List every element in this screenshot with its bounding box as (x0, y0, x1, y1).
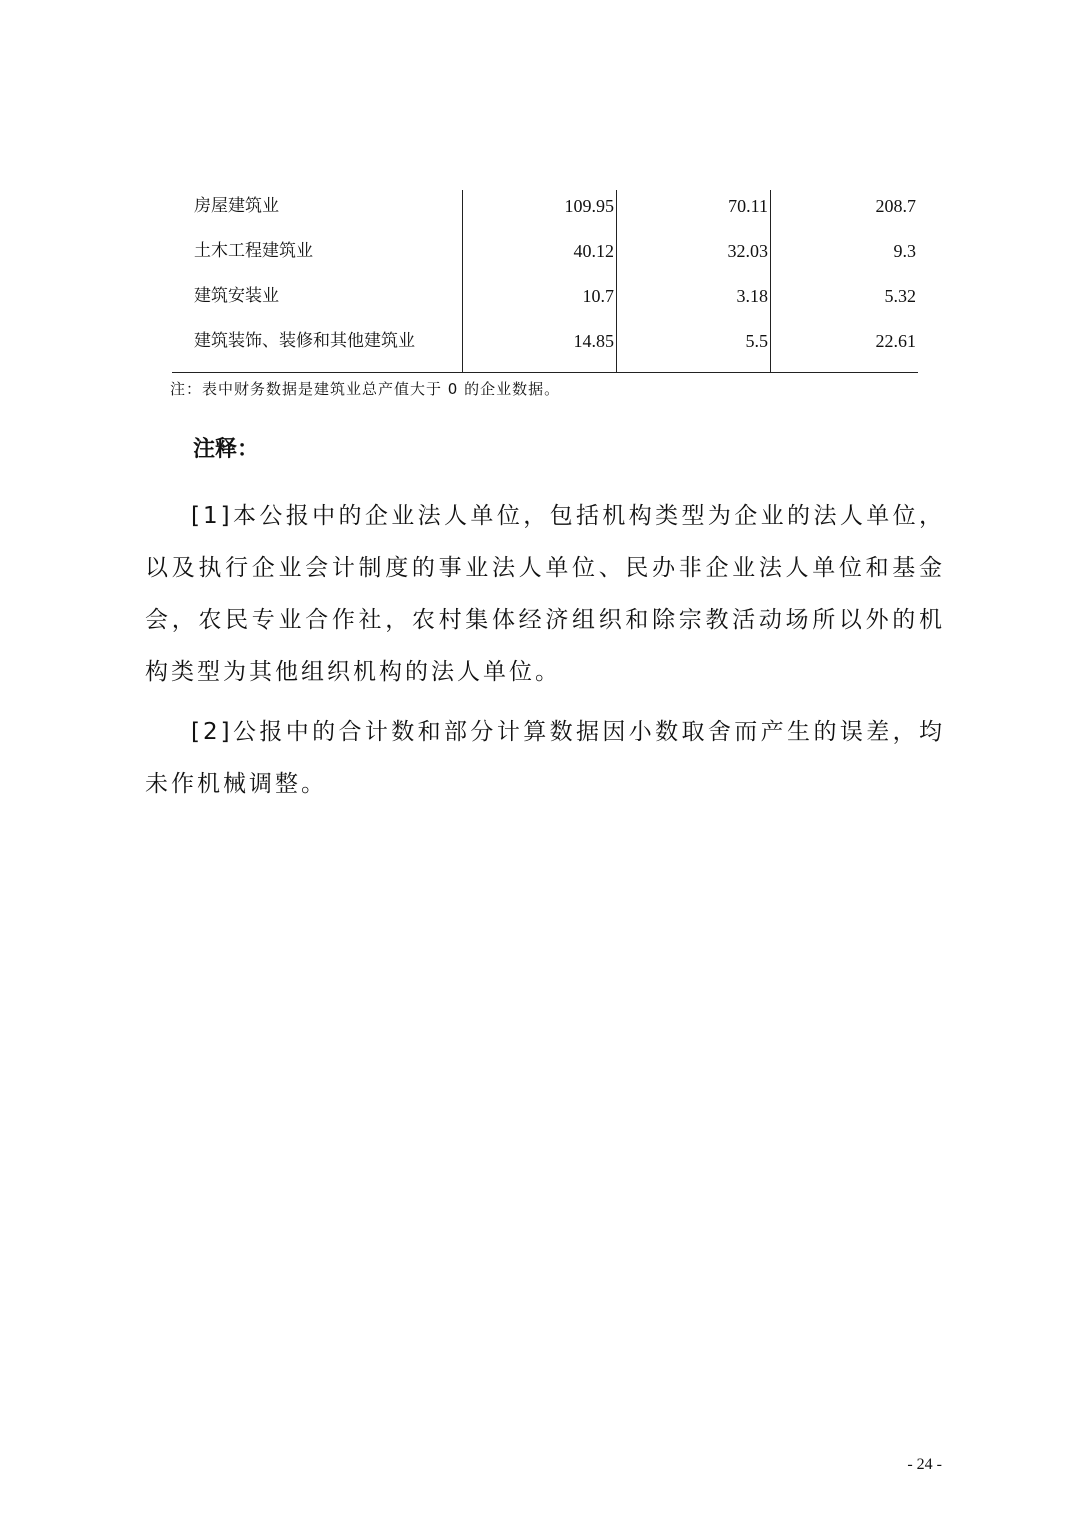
table-row (172, 319, 918, 364)
page-number: - 24 - (907, 1456, 942, 1473)
cell-value-2: 5.5 (745, 331, 768, 351)
row-name: 土木工程建筑业 (194, 241, 313, 261)
row-name: 房屋建筑业 (194, 196, 279, 216)
data-table (172, 182, 918, 373)
table-note: 注：表中财务数据是建筑业总产值大于 0 的企业数据。 (170, 380, 561, 398)
table-row (172, 229, 918, 274)
cell-value-3: 5.32 (884, 286, 916, 306)
cell-value-1: 40.12 (573, 241, 614, 261)
cell-value-2: 3.18 (736, 286, 768, 306)
table-row (172, 274, 918, 319)
note-paragraph-2: [2]公报中的合计数和部分计算数据因小数取舍而产生的误差，均未作机械调整。 (145, 719, 945, 797)
cell-value-3: 22.61 (875, 331, 916, 351)
cell-value-3: 9.3 (893, 241, 916, 261)
note-paragraph-1: [1]本公报中的企业法人单位，包括机构类型为企业的法人单位，以及执行企业会计制度的事业法人单位、民办非企业法人单位和基金会，农民专业合作社，农村集体经济组织和除宗教活动场所以外的机构类型为其他组织机构的法人单位。 (145, 503, 945, 685)
table-row (172, 184, 918, 229)
row-name: 建筑装饰、装修和其他建筑业 (194, 331, 415, 351)
notes-heading: 注释： (193, 437, 260, 462)
cell-value-1: 109.95 (564, 196, 614, 216)
cell-value-1: 14.85 (573, 331, 614, 351)
cell-value-3: 208.7 (875, 196, 916, 216)
cell-value-1: 10.7 (582, 286, 614, 306)
row-name: 建筑安装业 (194, 286, 279, 306)
cell-value-2: 70.11 (728, 196, 768, 216)
cell-value-2: 32.03 (727, 241, 768, 261)
